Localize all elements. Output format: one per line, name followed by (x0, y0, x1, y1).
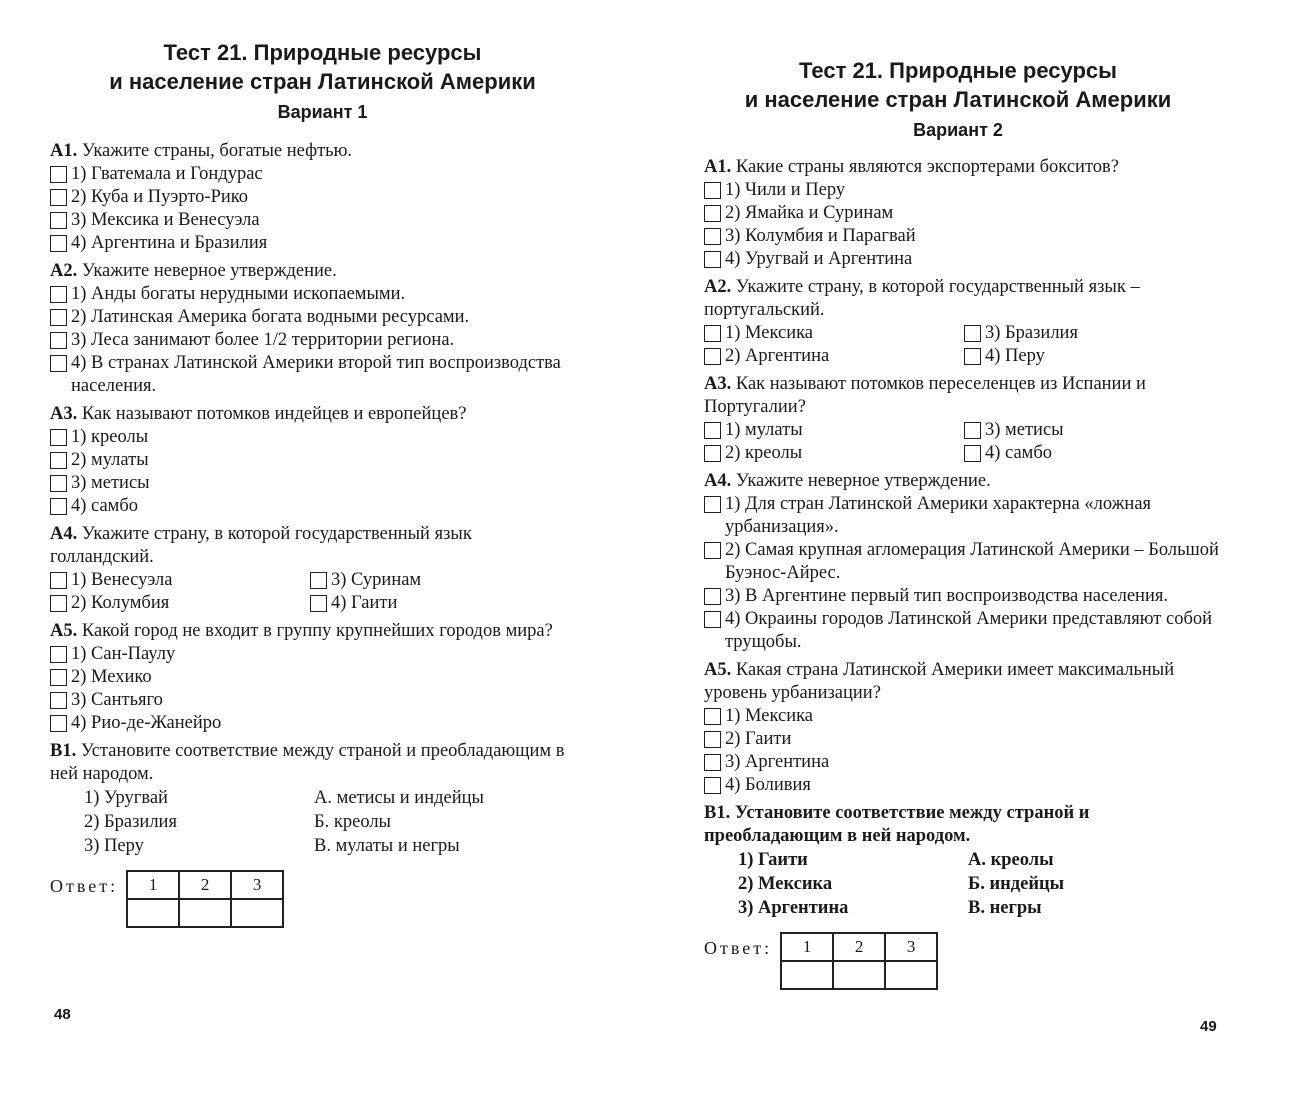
answer-option[interactable]: 4) В странах Латинской Америки второй тип воспроизводства населения. (50, 352, 570, 398)
checkbox[interactable] (50, 498, 67, 515)
answer-option[interactable]: 2) Латинская Америка богата водными ресурсами. (50, 306, 570, 329)
checkbox[interactable] (50, 309, 67, 326)
answer-option[interactable]: 2) Аргентина (704, 345, 964, 368)
answer-option[interactable]: 4) Боливия (704, 774, 1224, 797)
answer-option[interactable]: 4) Гаити (310, 592, 570, 615)
checkbox[interactable] (310, 572, 327, 589)
question-label: А4. (704, 471, 732, 491)
answer-option[interactable]: 2) Гаити (704, 728, 1224, 751)
answer-option[interactable]: 1) Чили и Перу (704, 179, 1224, 202)
checkbox[interactable] (704, 325, 721, 342)
right-header (688, 56, 1228, 151)
variant-label: Вариант 2 (913, 120, 1003, 140)
checkbox[interactable] (50, 286, 67, 303)
checkbox[interactable] (704, 205, 721, 222)
answer-option[interactable]: 2) Ямайка и Суринам (704, 202, 1224, 225)
test-title-line2: и население стран Латинской Америки (109, 69, 536, 94)
answer-option[interactable]: 3) метисы (50, 472, 570, 495)
checkbox[interactable] (50, 715, 67, 732)
answer-option[interactable]: 1) Гватемала и Гондурас (50, 163, 570, 186)
checkbox[interactable] (704, 542, 721, 559)
checkbox[interactable] (50, 595, 67, 612)
checkbox[interactable] (310, 595, 327, 612)
question-label: А5. (50, 621, 78, 641)
answer-option[interactable]: 1) Сан-Паулу (50, 643, 570, 666)
checkbox[interactable] (50, 212, 67, 229)
answer-cell[interactable] (833, 961, 885, 989)
country-item: 1) Гаити (738, 850, 808, 870)
checkbox[interactable] (50, 355, 67, 372)
country-item: 2) Мексика (738, 874, 833, 894)
checkbox[interactable] (50, 189, 67, 206)
checkbox[interactable] (964, 348, 981, 365)
answer-col-header: 3 (885, 933, 937, 961)
answer-option[interactable]: 1) Мексика (704, 322, 964, 345)
answer-option[interactable]: 1) креолы (50, 426, 570, 449)
question-a1 (704, 156, 1224, 271)
country-item: 3) Аргентина (738, 898, 849, 918)
answer-option[interactable]: 3) Колумбия и Парагвай (704, 225, 1224, 248)
question-label: А5. (704, 660, 732, 680)
answer-option[interactable]: 4) Уругвай и Аргентина (704, 248, 1224, 271)
question-a2 (50, 260, 570, 398)
answer-cell[interactable] (231, 899, 283, 927)
checkbox[interactable] (704, 182, 721, 199)
question-label: В1. (704, 803, 731, 823)
answer-option[interactable]: 4) самбо (50, 495, 570, 518)
matching-table (50, 786, 570, 858)
question-a4 (50, 523, 570, 615)
question-text: Какие страны являются экспортерами бокситов? (731, 157, 1119, 177)
checkbox[interactable] (50, 475, 67, 492)
checkbox[interactable] (704, 754, 721, 771)
answer-option[interactable]: 4) Перу (964, 345, 1224, 368)
test-title-line2: и население стран Латинской Америки (744, 87, 1172, 112)
answer-option[interactable]: 3) Бразилия (964, 322, 1224, 345)
checkbox[interactable] (50, 235, 67, 252)
answer-option[interactable]: 2) Мехико (50, 666, 570, 689)
answer-option[interactable]: 3) Суринам (310, 569, 570, 592)
question-label: В1. (50, 741, 77, 761)
answer-cell[interactable] (127, 899, 179, 927)
answer-option[interactable]: 2) Колумбия (50, 592, 310, 615)
answer-option[interactable]: 4) Рио-де-Жанейро (50, 712, 570, 735)
question-label: А4. (50, 524, 78, 544)
checkbox[interactable] (704, 731, 721, 748)
people-item: Б. креолы (314, 812, 391, 832)
question-a1 (50, 140, 570, 255)
answer-option[interactable]: 3) Леса занимают более 1/2 территории региона. (50, 329, 570, 352)
test-title-line1: Тест 21. Природные ресурсы (163, 40, 482, 65)
question-b1 (50, 740, 570, 928)
answer-block (704, 932, 1224, 990)
checkbox[interactable] (704, 708, 721, 725)
question-label: А2. (50, 261, 78, 281)
question-text: Укажите страны, богатые нефтью. (77, 141, 353, 161)
checkbox[interactable] (50, 452, 67, 469)
page-number: 48 (54, 1006, 71, 1023)
page-number: 49 (1200, 1018, 1217, 1035)
answer-block (50, 870, 570, 928)
question-text: Укажите неверное утверждение. (77, 261, 337, 281)
answer-option[interactable]: 1) Анды богаты нерудными ископаемыми. (50, 283, 570, 306)
answer-option[interactable]: 1) мулаты (704, 419, 964, 442)
answer-label: Ответ: (50, 876, 119, 896)
answer-col-header: 2 (179, 871, 231, 899)
checkbox[interactable] (50, 166, 67, 183)
answer-option[interactable]: 2) мулаты (50, 449, 570, 472)
question-text: Укажите страну, в которой государственный язык голландский. (50, 524, 472, 567)
question-b1 (704, 802, 1224, 990)
checkbox[interactable] (50, 572, 67, 589)
answer-option[interactable]: 4) Окраины городов Латинской Америки представляют собой трущобы. (704, 608, 1224, 654)
left-questions (50, 140, 570, 933)
checkbox[interactable] (704, 777, 721, 794)
question-label: А1. (50, 141, 78, 161)
checkbox[interactable] (50, 429, 67, 446)
question-text: Какая страна Латинской Америки имеет максимальный уровень урбанизации? (704, 660, 1175, 703)
question-text: Какой город не входит в группу крупнейших городов мира? (77, 621, 553, 641)
question-text: Как называют потомков индейцев и европейцев? (77, 404, 467, 424)
question-label: А3. (704, 374, 732, 394)
people-item: А. метисы и индейцы (314, 788, 484, 808)
checkbox[interactable] (964, 422, 981, 439)
answer-option[interactable]: 2) Самая крупная агломерация Латинской Америки – Большой Буэнос-Айрес. (704, 539, 1224, 585)
answer-option[interactable]: 1) Мексика (704, 705, 1224, 728)
answer-option[interactable]: 3) В Аргентине первый тип воспроизводства населения. (704, 585, 1224, 608)
checkbox[interactable] (964, 325, 981, 342)
question-a4 (704, 470, 1224, 654)
question-a3 (704, 373, 1224, 465)
answer-option[interactable]: 1) Венесуэла (50, 569, 310, 592)
right-page (648, 0, 1248, 1094)
checkbox[interactable] (704, 348, 721, 365)
left-header (50, 38, 595, 133)
checkbox[interactable] (704, 611, 721, 628)
left-page (0, 0, 620, 1094)
people-item: Б. индейцы (968, 874, 1065, 894)
question-text: Как называют потомков переселенцев из Испании и Португалии? (704, 374, 1146, 417)
question-label: А2. (704, 277, 732, 297)
answer-grid (126, 870, 284, 928)
answer-cell[interactable] (179, 899, 231, 927)
answer-option[interactable]: 4) Аргентина и Бразилия (50, 232, 570, 255)
answer-cell[interactable] (781, 961, 833, 989)
question-text: Укажите неверное утверждение. (731, 471, 991, 491)
people-item: В. негры (968, 898, 1042, 918)
answer-label: Ответ: (704, 938, 773, 958)
answer-col-header: 2 (833, 933, 885, 961)
country-item: 1) Уругвай (84, 788, 168, 808)
checkbox[interactable] (704, 588, 721, 605)
checkbox[interactable] (704, 445, 721, 462)
answer-option[interactable]: 3) Мексика и Венесуэла (50, 209, 570, 232)
question-text: Установите соответствие между страной и преобладающим в ней народом. (704, 803, 1090, 846)
checkbox[interactable] (704, 228, 721, 245)
checkbox[interactable] (50, 332, 67, 349)
checkbox[interactable] (50, 646, 67, 663)
answer-col-header: 1 (781, 933, 833, 961)
question-text: Установите соответствие между страной и преобладающим в ней народом. (50, 741, 565, 784)
question-a5 (50, 620, 570, 735)
checkbox[interactable] (964, 445, 981, 462)
answer-option[interactable]: 3) метисы (964, 419, 1224, 442)
answer-option[interactable]: 3) Аргентина (704, 751, 1224, 774)
answer-col-header: 3 (231, 871, 283, 899)
answer-option[interactable]: 1) Для стран Латинской Америки характерна «ложная урбанизация». (704, 493, 1224, 539)
checkbox[interactable] (50, 669, 67, 686)
question-a5 (704, 659, 1224, 797)
answer-option[interactable]: 4) самбо (964, 442, 1224, 465)
people-item: В. мулаты и негры (314, 836, 460, 856)
question-label: А1. (704, 157, 732, 177)
question-a2 (704, 276, 1224, 368)
checkbox[interactable] (704, 496, 721, 513)
question-label: А3. (50, 404, 78, 424)
answer-option[interactable]: 2) Куба и Пуэрто-Рико (50, 186, 570, 209)
answer-grid (780, 932, 938, 990)
test-title-line1: Тест 21. Природные ресурсы (799, 58, 1117, 83)
question-a3 (50, 403, 570, 518)
variant-label: Вариант 1 (277, 102, 368, 122)
people-item: А. креолы (968, 850, 1054, 870)
checkbox[interactable] (704, 422, 721, 439)
answer-option[interactable]: 2) креолы (704, 442, 964, 465)
country-item: 3) Перу (84, 836, 144, 856)
answer-cell[interactable] (885, 961, 937, 989)
matching-table (704, 848, 1224, 920)
question-text: Укажите страну, в которой государственный язык – португальский. (704, 277, 1140, 320)
country-item: 2) Бразилия (84, 812, 177, 832)
checkbox[interactable] (704, 251, 721, 268)
answer-col-header: 1 (127, 871, 179, 899)
answer-option[interactable]: 3) Сантьяго (50, 689, 570, 712)
checkbox[interactable] (50, 692, 67, 709)
right-questions (704, 156, 1224, 995)
